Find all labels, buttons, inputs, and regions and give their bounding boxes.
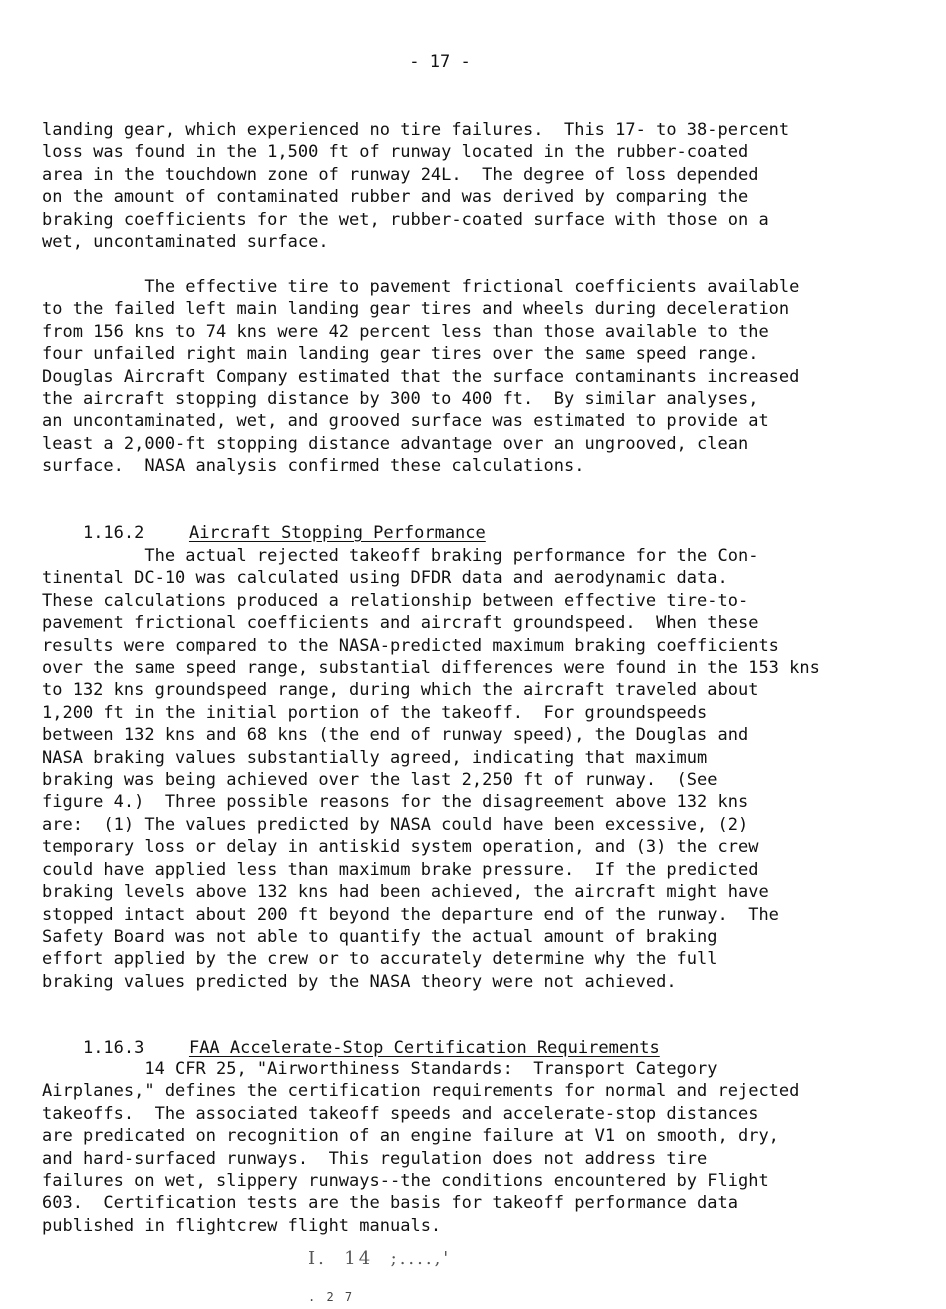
text-line: loss was found in the 1,500 ft of runway located in the rubber-coated: [42, 142, 749, 163]
bottom-page-mark: . 2 7: [308, 1290, 355, 1304]
text-line: over the same speed range, substantial differences were found in the 153 kns: [42, 658, 820, 679]
text-line: The actual rejected takeoff braking performance for the Con-: [42, 546, 759, 566]
text-line: are predicated on recognition of an engine failure at V1 on smooth, dry,: [42, 1126, 779, 1147]
text-line: an uncontaminated, wet, and grooved surface was estimated to provide at: [42, 411, 769, 432]
text-line: NASA braking values substantially agreed, indicating that maximum: [42, 747, 708, 768]
text-line: effort applied by the crew or to accurately determine why the full: [42, 949, 718, 970]
paragraph-tire-friction-loss: [42, 119, 912, 253]
paragraph-effective-coefficients: [42, 276, 912, 478]
text-line: on the amount of contaminated rubber and was derived by comparing the: [42, 187, 749, 208]
text-line: stopped intact about 200 ft beyond the departure end of the runway. The: [42, 904, 779, 925]
text-line: from 156 kns to 74 kns were 42 percent less than those available to the: [42, 321, 769, 342]
page-number: - 17 -: [409, 52, 471, 72]
text-line: to 132 kns groundspeed range, during which the aircraft traveled about: [42, 680, 759, 701]
text-line: braking levels above 132 kns had been achieved, the aircraft might have: [42, 882, 769, 903]
text-line: could have applied less than maximum brake pressure. If the predicted: [42, 859, 759, 880]
text-line: to the failed left main landing gear tires and wheels during deceleration: [42, 299, 790, 320]
text-line: four unfailed right main landing gear tires over the same speed range.: [42, 344, 759, 365]
handwritten-annotation: I. 14 ;....,': [308, 1248, 452, 1269]
text-line: braking was being achieved over the last 2,250 ft of runway. (See: [42, 770, 718, 791]
section-number: 1.16.2: [82, 523, 145, 543]
text-line: figure 4.) Three possible reasons for the disagreement above 132 kns: [42, 792, 749, 813]
paragraph-stopping-performance: [42, 545, 912, 993]
text-line: takeoffs. The associated takeoff speeds and accelerate-stop distances: [42, 1103, 759, 1124]
text-line: temporary loss or delay in antiskid system operation, and (3) the crew: [42, 837, 759, 858]
text-line: are: (1) The values predicted by NASA could have been excessive, (2): [42, 814, 749, 835]
text-line: Douglas Aircraft Company estimated that the surface contaminants increased: [42, 366, 800, 387]
paragraph-faa-certification: [42, 1058, 912, 1237]
text-line: tinental DC-10 was calculated using DFDR data and aerodynamic data.: [42, 568, 728, 589]
text-line: Safety Board was not able to quantify the actual amount of braking: [42, 926, 718, 947]
text-line: between 132 kns and 68 kns (the end of runway speed), the Douglas and: [42, 725, 749, 746]
text-line: surface. NASA analysis confirmed these calculations.: [42, 456, 585, 477]
text-line: braking coefficients for the wet, rubber-coated surface with those on a: [42, 209, 769, 230]
text-line: braking values predicted by the NASA theory were not achieved.: [42, 971, 677, 992]
text-line: area in the touchdown zone of runway 24L. The degree of loss depended: [42, 164, 759, 185]
text-line: least a 2,000-ft stopping distance advantage over an ungrooved, clean: [42, 433, 749, 454]
section-title: FAA Accelerate-Stop Certification Requirements: [188, 1038, 660, 1058]
text-line: landing gear, which experienced no tire failures. This 17- to 38-percent: [42, 120, 790, 140]
text-line: 1,200 ft in the initial portion of the takeoff. For groundspeeds: [42, 702, 708, 723]
text-line: and hard-surfaced runways. This regulation does not address tire: [42, 1148, 708, 1169]
text-line: 603. Certification tests are the basis for takeoff performance data: [42, 1193, 738, 1214]
text-line: pavement frictional coefficients and aircraft groundspeed. When these: [42, 613, 759, 634]
text-line: the aircraft stopping distance by 300 to 400 ft. By similar analyses,: [42, 389, 759, 410]
section-title: Aircraft Stopping Performance: [188, 523, 486, 543]
text-line: wet, uncontaminated surface.: [42, 232, 329, 253]
text-line: Airplanes," defines the certification requirements for normal and rejected: [42, 1081, 800, 1102]
text-line: results were compared to the NASA-predicted maximum braking coefficients: [42, 635, 779, 656]
text-line: published in flightcrew flight manuals.: [42, 1215, 442, 1236]
text-line: These calculations produced a relationship between effective tire-to-: [42, 590, 749, 611]
text-line: The effective tire to pavement frictional coefficients available: [42, 277, 800, 297]
text-line: failures on wet, slippery runways--the conditions encountered by Flight: [42, 1171, 769, 1192]
text-line: 14 CFR 25, "Airworthiness Standards: Transport Category: [42, 1059, 718, 1079]
section-number: 1.16.3: [82, 1038, 145, 1058]
